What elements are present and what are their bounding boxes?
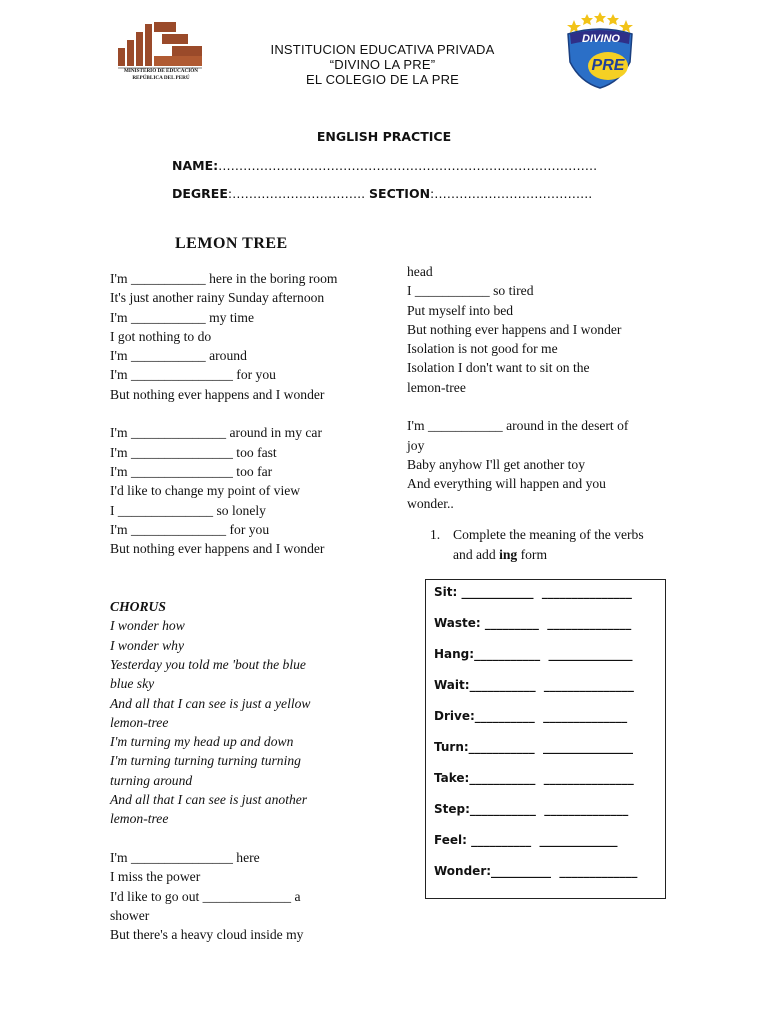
ing-form-blank[interactable]: _______________ <box>543 740 634 754</box>
name-label: NAME: <box>172 158 219 173</box>
verb-label: Drive: <box>434 709 475 723</box>
verb-row <box>434 678 634 692</box>
ing-form-blank[interactable]: ______________ <box>547 616 632 630</box>
lyric-line: I'm ___________ around <box>110 348 247 364</box>
verb-label: Turn: <box>434 740 469 754</box>
lyric-line: turning around <box>110 772 193 788</box>
meaning-blank[interactable]: __________ <box>474 709 535 723</box>
chorus-heading: CHORUS <box>110 599 166 615</box>
verb-label: Feel: <box>434 833 472 847</box>
lyric-line: I miss the power <box>110 869 201 885</box>
lyric-line: It's just another rainy Sunday afternoon <box>110 290 325 306</box>
section-dots: :……………………………….. <box>430 186 593 201</box>
lyric-line: I'd like to go out _____________ a <box>110 888 301 904</box>
ministry-logo-line-1: MINISTERIO DE EDUCACIÓN <box>123 68 199 74</box>
lyric-line: Baby anyhow I'll get another toy <box>407 456 585 472</box>
lyric-line: lemon-tree <box>407 379 466 395</box>
lyric-line: I ______________ so lonely <box>110 502 266 518</box>
verb-row <box>434 864 637 878</box>
lyric-line: I'm ___________ here in the boring room <box>110 271 338 286</box>
lyric-line: I'm ___________ my time <box>110 309 255 325</box>
divino-la-pre-crest-logo <box>560 10 640 90</box>
lyric-line: joy <box>407 437 425 453</box>
ing-form-blank[interactable]: _______________ <box>543 771 634 785</box>
ministry-logo-line-2: REPÚBLICA DEL PERÚ <box>132 74 190 81</box>
meaning-blank[interactable]: ___________ <box>469 678 536 692</box>
lyric-line: I'd like to change my point of view <box>110 483 301 499</box>
verb-table-box <box>425 579 666 899</box>
verb-row <box>434 771 634 785</box>
lyric-line: But nothing ever happens and I wonder <box>110 386 325 402</box>
meaning-blank[interactable]: ____________ <box>461 585 534 599</box>
lyric-line: I wonder why <box>110 637 185 653</box>
lyric-line: blue sky <box>110 676 155 692</box>
lyrics-right-column <box>407 262 657 513</box>
meaning-blank[interactable]: ___________ <box>469 771 536 785</box>
lyric-spacer <box>110 578 380 597</box>
verb-row <box>434 616 631 630</box>
meaning-blank[interactable]: ___________ <box>474 647 541 661</box>
verb-label: Wait: <box>434 678 470 692</box>
task-number: 1. <box>430 527 441 542</box>
verb-row <box>434 709 627 723</box>
lyric-line: I'm ______________ around in my car <box>110 425 322 441</box>
lyric-line: I wonder how <box>110 618 185 634</box>
ing-form-blank[interactable]: _______________ <box>543 678 634 692</box>
degree-dots: :………………………….. <box>227 186 366 201</box>
lyric-line: But there's a heavy cloud inside my <box>110 927 304 943</box>
ing-form-blank[interactable]: ______________ <box>544 802 629 816</box>
institution-line-1: INSTITUCION EDUCATIVA PRIVADA <box>270 42 495 57</box>
lyric-line: Put myself into bed <box>407 302 514 318</box>
lyric-line: I'm turning my head up and down <box>110 734 294 750</box>
task-text-after: form <box>517 547 548 562</box>
meaning-blank[interactable]: __________ <box>491 864 552 878</box>
crest-divino-text: DIVINO <box>582 33 620 45</box>
lyric-spacer <box>110 558 380 577</box>
verb-row <box>434 585 632 599</box>
crest-pre-text: PRE <box>591 57 625 74</box>
name-dots: ………………………………………………………………………………. <box>218 158 598 173</box>
lyric-line: And all that I can see is just a yellow <box>110 695 311 711</box>
lyric-line: I'm ______________ for you <box>110 521 270 537</box>
ing-form-blank[interactable]: _____________ <box>559 864 638 878</box>
verb-label: Take: <box>434 771 470 785</box>
worksheet-title: ENGLISH PRACTICE <box>316 129 452 144</box>
task-text-before: Complete the meaning of the verbs and add <box>453 527 644 562</box>
lyric-line: lemon-tree <box>110 714 169 730</box>
lyric-line: Yesterday you told me 'bout the blue <box>110 656 306 672</box>
institution-line-2: “DIVINO LA PRE” <box>329 57 436 72</box>
lyric-line: But nothing ever happens and I wonder <box>407 321 622 337</box>
verb-label: Hang: <box>434 647 475 661</box>
lyric-line: wonder.. <box>407 495 454 511</box>
lyric-line: I ___________ so tired <box>407 283 534 299</box>
verb-row <box>434 740 633 754</box>
meaning-blank[interactable]: ___________ <box>468 740 535 754</box>
lyric-line: I'm ___________ around in the desert of <box>407 418 629 434</box>
lyric-line: I'm turning turning turning turning <box>110 753 301 769</box>
lyric-line: And all that I can see is just another <box>110 792 308 808</box>
lyric-line: But nothing ever happens and I wonder <box>110 541 325 557</box>
lyric-line: shower <box>110 907 150 923</box>
meaning-blank[interactable]: __________ <box>471 833 532 847</box>
degree-label: DEGREE <box>172 186 228 201</box>
lyric-line: And everything will happen and you <box>407 476 606 492</box>
lyric-spacer <box>407 397 657 416</box>
lyric-line: lemon-tree <box>110 811 169 827</box>
name-field <box>172 158 597 173</box>
verb-label: Sit: <box>434 585 462 599</box>
lyric-line: I'm _______________ here <box>110 849 260 865</box>
ing-form-blank[interactable]: ______________ <box>548 647 633 661</box>
lyric-line: Isolation I don't want to sit on the <box>407 360 590 376</box>
ing-form-blank[interactable]: _______________ <box>541 585 632 599</box>
lyric-line: I got nothing to do <box>110 328 212 344</box>
section-label: SECTION <box>369 186 431 201</box>
lyric-line: Isolation is not good for me <box>407 341 558 357</box>
lyric-line: I'm _______________ for you <box>110 367 276 383</box>
degree-section-field <box>172 186 592 201</box>
lyrics-left-column <box>110 269 380 944</box>
verb-label: Waste: <box>434 616 485 630</box>
task-text-bold: ing <box>499 547 518 562</box>
ministry-of-education-logo <box>116 20 206 86</box>
lyric-line: I'm _______________ too fast <box>110 444 277 460</box>
verb-row <box>434 647 632 661</box>
lyric-line: head <box>407 264 433 279</box>
lyric-spacer <box>110 404 380 423</box>
meaning-blank[interactable]: ___________ <box>469 802 536 816</box>
verb-label: Step: <box>434 802 470 816</box>
ing-form-blank[interactable]: ______________ <box>543 709 628 723</box>
meaning-blank[interactable]: _________ <box>484 616 539 630</box>
verb-label: Wonder: <box>434 864 492 878</box>
lyric-line: I'm _______________ too far <box>110 463 273 479</box>
song-title: LEMON TREE <box>175 235 288 252</box>
verb-row <box>434 802 628 816</box>
task-text <box>453 525 663 565</box>
institution-line-3: EL COLEGIO DE LA PRE <box>305 72 460 87</box>
lyric-spacer <box>110 829 380 848</box>
ing-form-blank[interactable]: _____________ <box>539 833 618 847</box>
verb-row <box>434 833 617 847</box>
